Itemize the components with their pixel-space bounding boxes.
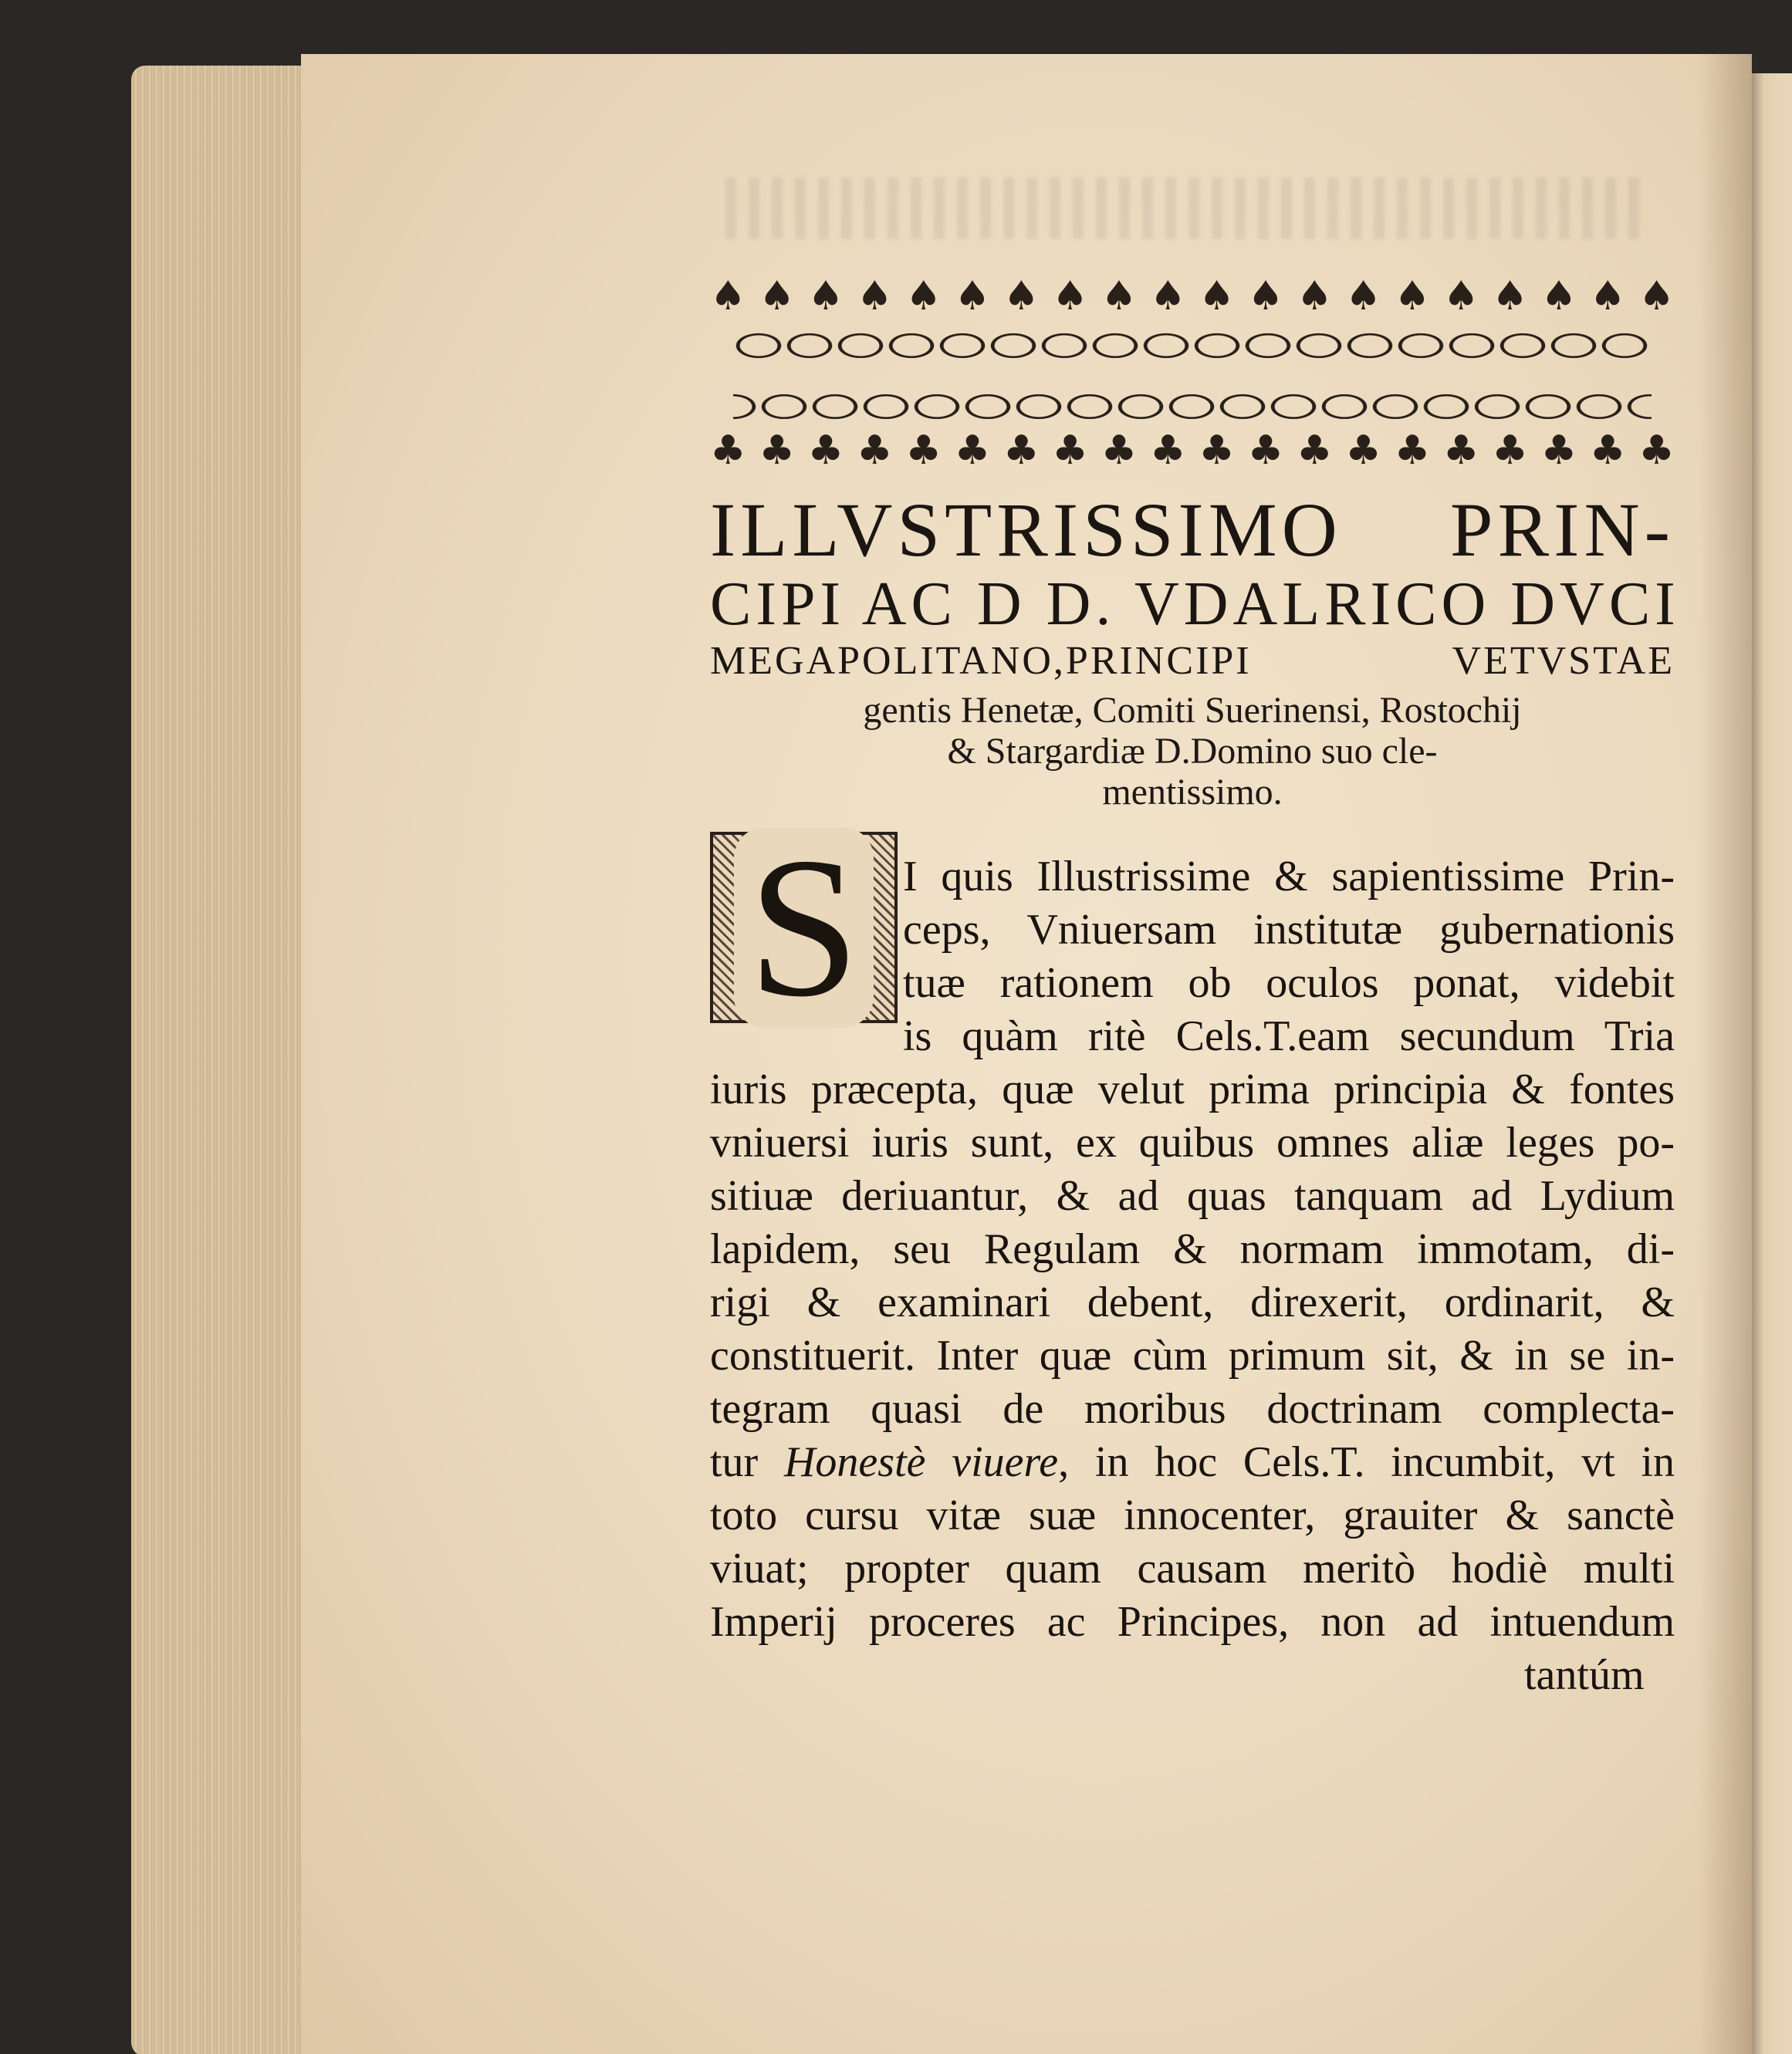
body-line: iuris præcepta, quæ velut prima principia & fontes [710,1066,1675,1113]
ornament-finial-row-bottom: ♣ ♣ ♣ ♣ ♣ ♣ ♣ ♣ ♣ ♣ ♣ ♣ ♣ ♣ ♣ ♣ ♣ ♣ ♣ ♣ [710,427,1675,474]
body-line: lapidem, seu Regulam & normam immotam, di- [710,1225,1675,1273]
dedication-title-line-1: ILLVSTRISSIMO PRIN- [710,487,1675,573]
body-line: viuat; propter quam causam meritò hodiè multi [710,1545,1675,1593]
ornament-chain-band [733,332,1652,424]
body-line: vniuersi iuris sunt, ex quibus omnes aliæ leges po- [710,1119,1675,1167]
dedication-title-line-2: CIPI AC D D. VDALRICO DVCI [710,570,1680,638]
body-line-with-italic [710,1438,1675,1486]
body-line-text: , in hoc Cels.T. incumbit, vt in [1058,1438,1675,1486]
headpiece-ornament [710,273,1675,477]
italic-phrase: Honestè viuere [783,1438,1059,1486]
show-through-text [725,177,1652,239]
body-line: toto cursu vitæ suæ innocenter, grauiter & sanctè [710,1492,1675,1539]
body-line: sitiuæ deriuantur, & ad quas tanquam ad Lydium [710,1172,1675,1220]
body-line-text: tur [710,1438,784,1486]
dedication-title-line-3: MEGAPOLITANO,PRINCIPI VETVSTAE [710,639,1675,683]
dedication-subtitle-line-1: gentis Henetæ, Comiti Suerinensi, Rostochij [863,690,1522,731]
catchword: tantúm [1524,1651,1645,1699]
dedication-subtitle-line-3: mentissimo. [1102,772,1283,812]
gutter-shadow [1698,54,1752,2054]
body-line: rigi & examinari debent, direxerit, ordinarit, & [710,1279,1675,1326]
page-edges [131,66,324,2054]
decorated-initial-letter: S [734,827,874,1028]
body-line: I quis Illustrissime & sapientissime Prin- [903,853,1675,900]
ornament-finial-row-top: ♠ ♠ ♠ ♠ ♠ ♠ ♠ ♠ ♠ ♠ ♠ ♠ ♠ ♠ ♠ ♠ ♠ ♠ ♠ ♠ [710,273,1675,319]
decorated-initial [710,816,898,1039]
dedication-subtitle-line-2: & Stargardiæ D.Domino suo cle- [947,731,1438,772]
body-line: is quàm ritè Cels.T.eam secundum Tria [903,1012,1675,1060]
body-line: tegram quasi de moribus doctrinam complecta- [710,1385,1675,1433]
body-line: ceps, Vniuersam institutæ gubernationis [903,906,1675,954]
facing-page-edge [1746,73,1792,2054]
body-line: tuæ rationem ob oculos ponat, videbit [903,959,1675,1007]
body-line: Imperij proceres ac Principes, non ad intuendum [710,1598,1675,1646]
body-line: constituerit. Inter quæ cùm primum sit, & in se in- [710,1332,1675,1380]
